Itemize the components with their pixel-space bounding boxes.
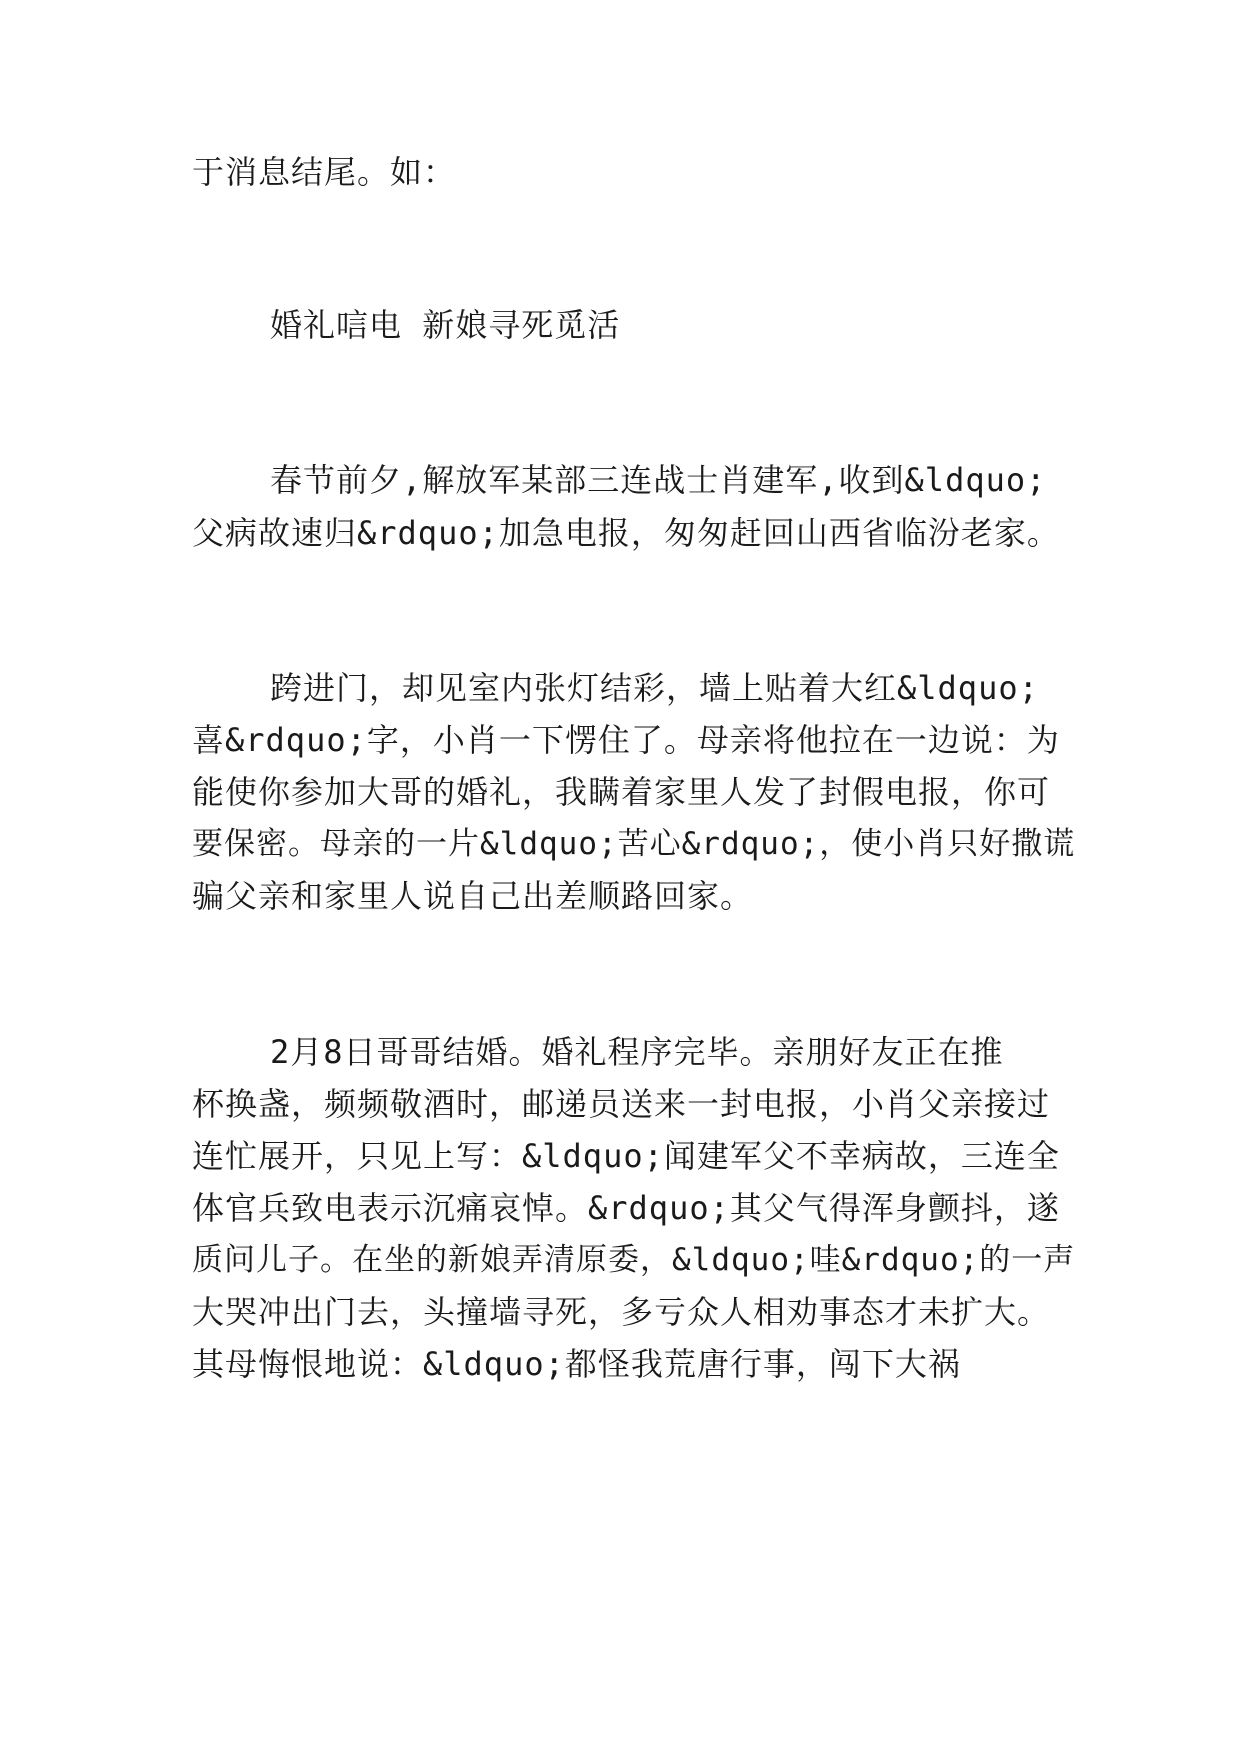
text-line-7: 能使你参加大哥的婚礼，我瞒着家里人发了封假电报，你可 bbox=[192, 773, 1051, 811]
text-line-4: 父病故速归&rdquo;加急电报，匆匆赶回山西省临汾老家。 bbox=[192, 514, 1060, 552]
text-line-6: 喜&rdquo;字，小肖一下愣住了。母亲将他拉在一边说：为 bbox=[192, 721, 1060, 759]
text-line-8: 要保密。母亲的一片&ldquo;苦心&rdquo;，使小肖只好撒谎 bbox=[192, 826, 1076, 862]
text-line-5: 跨进门，却见室内张灯结彩，墙上贴着大红&ldquo; bbox=[270, 669, 1039, 707]
text-line-9: 骗父亲和家里人说自己出差顺路回家。 bbox=[192, 877, 754, 915]
text-line-1: 于消息结尾。如： bbox=[192, 153, 457, 191]
text-line-12: 连忙展开，只见上写：&ldquo;闻建军父不幸病故，三连全 bbox=[192, 1137, 1060, 1175]
text-line-3: 春节前夕,解放军某部三连战士肖建军,收到&ldquo; bbox=[270, 461, 1047, 499]
article-headline: 婚礼唁电 新娘寻死觅活 bbox=[270, 306, 621, 344]
text-line-14: 质问儿子。在坐的新娘弄清原委，&ldquo;哇&rdquo;的一声 bbox=[192, 1242, 1076, 1278]
text-line-13: 体官兵致电表示沉痛哀悼。&rdquo;其父气得浑身颤抖，遂 bbox=[192, 1189, 1060, 1227]
text-line-15: 大哭冲出门去，头撞墙寻死，多亏众人相劝事态才未扩大。 bbox=[192, 1293, 1051, 1331]
text-line-16: 其母悔恨地说：&ldquo;都怪我荒唐行事，闯下大祸 bbox=[192, 1345, 961, 1383]
text-line-10: 2月8日哥哥结婚。婚礼程序完毕。亲朋好友正在推 bbox=[270, 1033, 1004, 1071]
text-line-11: 杯换盏，频频敬酒时，邮递员送来一封电报，小肖父亲接过 bbox=[192, 1085, 1051, 1123]
